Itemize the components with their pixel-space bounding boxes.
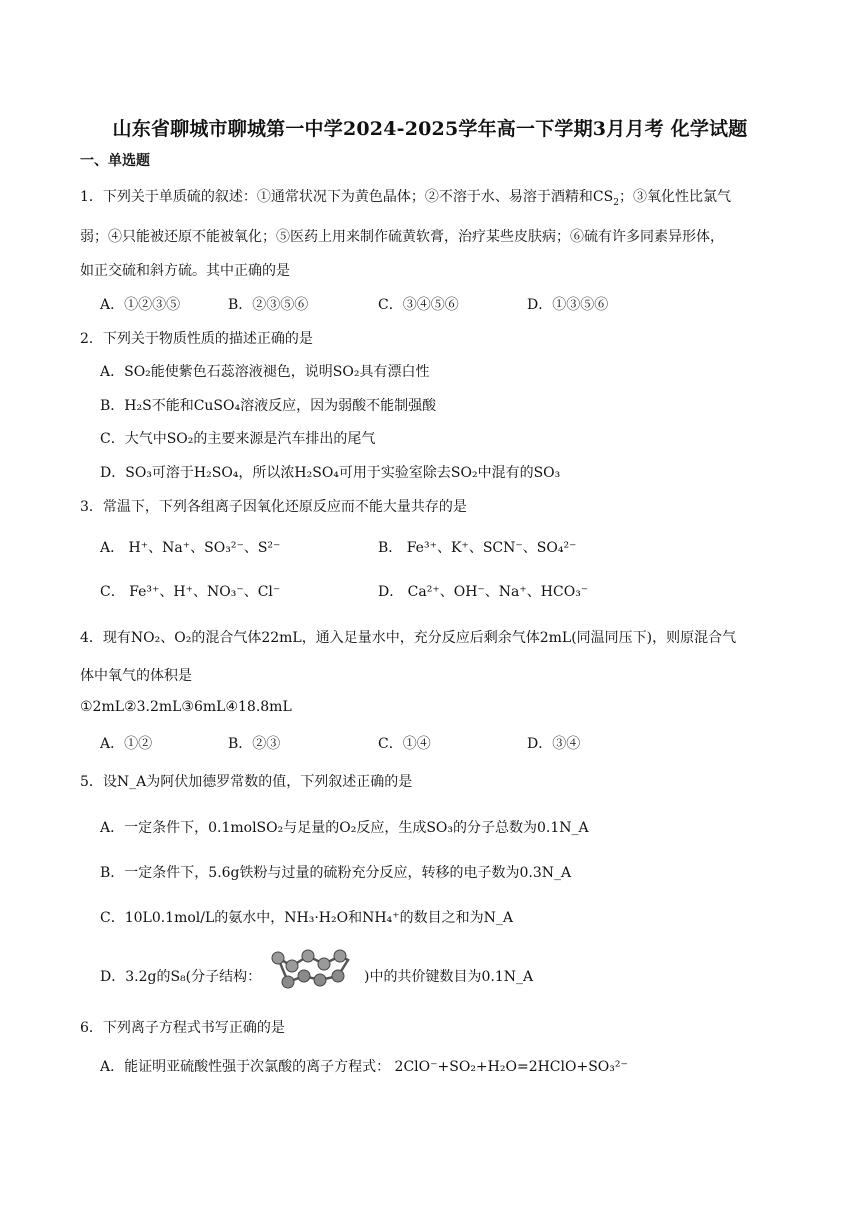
- q4-option-b: B．②③: [228, 736, 281, 752]
- q5-option-d-part1: D．3.2g的S₈(分子结构：: [100, 969, 262, 985]
- q6-option-a: A．能证明亚硫酸性强于次氯酸的离子方程式： 2ClO⁻+SO₂+H₂O=2HClO+SO₃²⁻: [100, 1059, 628, 1075]
- q2-option-d: D．SO₃可溶于H₂SO₄，所以浓H₂SO₄可用于实验室除去SO₂中混有的SO₃: [100, 465, 561, 481]
- q1-option-c: C．③④⑤⑥: [378, 297, 459, 313]
- q3-stem: 3．常温下，下列各组离子因氧化还原反应而不能大量共存的是: [80, 499, 467, 515]
- q1-option-a: A．①②③⑤: [100, 297, 181, 313]
- q1-line1b-text: ；③氧化性比氯气: [618, 189, 731, 205]
- q5-option-a: A．一定条件下，0.1molSO₂与足量的O₂反应，生成SO₃的分子总数为0.1N_A: [100, 820, 589, 836]
- q5-option-d: [100, 962, 533, 992]
- q6-stem: 6．下列离子方程式书写正确的是: [80, 1020, 285, 1036]
- q5-option-d-part2: )中的共价键数目为0.1N_A: [364, 969, 534, 985]
- q2-option-c: C．大气中SO₂的主要来源是汽车排出的尾气: [100, 431, 376, 447]
- q1-stem-line1: [80, 186, 731, 208]
- q1-stem-line3: 如正交硫和斜方硫。其中正确的是: [80, 263, 290, 279]
- q2-option-b: B．H₂S不能和CuSO₄溶液反应，因为弱酸不能制强酸: [100, 398, 437, 414]
- q2-stem: 2．下列关于物质性质的描述正确的是: [80, 331, 313, 347]
- q3-option-a: A． H⁺、Na⁺、SO₃²⁻、S²⁻: [100, 540, 281, 556]
- q3-option-b: B． Fe³⁺、K⁺、SCN⁻、SO₄²⁻: [378, 540, 577, 556]
- q5-option-c: C．10L0.1mol/L的氨水中，NH₃·H₂O和NH₄⁺的数目之和为N_A: [100, 910, 513, 926]
- q1-stem-line2: 弱；④只能被还原不能被氧化；⑤医药上用来制作硫黄软膏，治疗某些皮肤病；⑥硫有许多同素异形体，: [80, 229, 724, 245]
- page-title: 山东省聊城市聊城第一中学2024-2025学年高一下学期3月月考 化学试题: [112, 118, 748, 140]
- q5-stem: 5．设N_A为阿伏加德罗常数的值，下列叙述正确的是: [80, 774, 413, 790]
- q1-subscript: 2: [613, 197, 619, 208]
- q1-option-d: D．①③⑤⑥: [527, 297, 609, 313]
- q1-line1-text: 1．下列关于单质硫的叙述：①通常状况下为黄色晶体；②不溶于水、易溶于酒精和CS: [80, 189, 614, 205]
- q4-stem-line2: 体中氧气的体积是: [80, 668, 192, 684]
- q4-option-a: A．①②: [100, 736, 153, 752]
- q2-option-a: A．SO₂能使紫色石蕊溶液褪色，说明SO₂具有漂白性: [100, 364, 430, 380]
- q5-option-b: B．一定条件下，5.6g铁粉与过量的硫粉充分反应，转移的电子数为0.3N_A: [100, 865, 572, 881]
- q4-stem-line1: 4．现有NO₂、O₂的混合气体22mL，通入足量水中，充分反应后剩余气体2mL(同温同压下)，则原混合气: [80, 630, 737, 646]
- q3-option-d: D． Ca²⁺、OH⁻、Na⁺、HCO₃⁻: [378, 584, 589, 600]
- q4-option-d: D．③④: [527, 736, 581, 752]
- q1-option-b: B．②③⑤⑥: [228, 297, 309, 313]
- q4-option-c: C．①④: [378, 736, 431, 752]
- s8-molecule-structure-image: [268, 946, 358, 992]
- section-heading: 一、单选题: [80, 153, 150, 169]
- q3-option-c: C． Fe³⁺、H⁺、NO₃⁻、Cl⁻: [100, 584, 281, 600]
- q4-stem-line3: ①2mL②3.2mL③6mL④18.8mL: [80, 699, 292, 715]
